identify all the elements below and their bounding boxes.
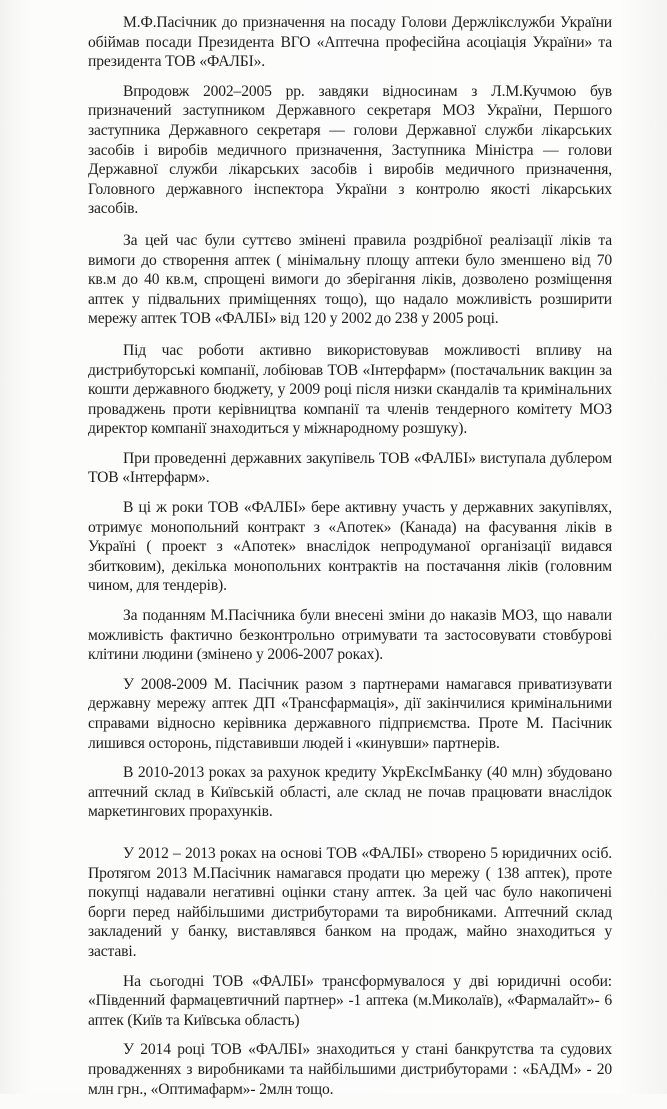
paragraph-pharmacy-rules-changed: За цей час були суттєво змінені правила роздрібної реалізації ліків та вимоги до створення аптек ( мінімальну площу аптеки було зменшено від 70 кв.м до 40 кв.м, спрощені вимоги до зберігання ліків, дозволено розміщення аптек у підвальних приміщеннях тощо), що надало можливість розширити мережу аптек ТОВ «ФАЛБІ» від 120 у 2002 до 238 у 2005 році. <box>88 231 612 328</box>
paragraph-state-procurement: При проведенні державних закупівель ТОВ «ФАЛБІ» виступала дублером ТОВ «Інтерфарм». <box>88 449 612 487</box>
paragraph-2014-bankruptcy: У 2014 році ТОВ «ФАЛБІ» знаходиться у стані банкрутства та судових провадженнях з виробниками та найбільшими дистрибуторами : «БАДМ» - 20 млн грн., «Оптимафарм»- 2млн тощо. <box>88 1041 612 1098</box>
paragraph-2012-2013-legal-entities: У 2012 – 2013 роках на основі ТОВ «ФАЛБІ» створено 5 юридичних осіб. Протягом 2013 М.Пасічник намагався продати цю мережу ( 138 аптек), проте покупці надавали негативні оцінки стану аптек. За цей час було накопичені борги перед найбільшими дистрибуторами та виробниками. Аптечний склад закладений у банку, виставлявся банком на продаж, майно знаходиться у заставі. <box>88 844 612 960</box>
paragraph-2002-2005-appointments: Впродовж 2002–2005 рр. завдяки відносинам з Л.М.Кучмою був призначений заступником Державного секретаря МОЗ України, Першого заступника Державного секретаря — голови Державної служби лікарських засобів і виробів медичного призначення, Заступника Міністра — голови Державної служби лікарських засобів і виробів медичного призначення, Головного державного інспектора України з контролю якості лікарських засобів. <box>88 82 612 218</box>
paragraph-lobbying-interfarm: Під час роботи активно використовував можливості впливу на дистрибуторські компанії, лобіював ТОВ «Інтерфарм» (постачальник вакцин за кошти державного бюджету, у 2009 році після низки скандалів та кримінальних проваджень проти керівництва компанії та членів тендерного комітету МОЗ директор компанії знаходиться у міжнародному розшуку). <box>88 341 612 438</box>
paragraph-transformation: На сьогодні ТОВ «ФАЛБІ» трансформувалося у дві юридичні особи: «Південний фармацевтичний партнер» -1 аптека (м.Миколаїв), «Фармалайт»- 6 аптек (Київ та Київська область) <box>88 972 612 1029</box>
paragraph-transfarmatsiya: У 2008-2009 М. Пасічник разом з партнерами намагався приватизувати державну мережу аптек ДП «Трансфармація», дії закінчилися кримінальними справами відносно керівника державного підприємства. Проте М. Пасічник лишився осторонь, підставивши людей і «кинувши» партнерів. <box>88 675 612 752</box>
paragraph-intro-positions: М.Ф.Пасічник до призначення на посаду Голови Держлікслужби України обіймав посади Президента ВГО «Аптечна професійна асоціація України» та президента ТОВ «ФАЛБІ». <box>88 14 612 71</box>
paragraph-apotex-contract: В ці ж роки ТОВ «ФАЛБІ» бере активну участь у державних закупівлях, отримує монопольний контракт з «Апотек» (Канада) на фасування ліків в Україні ( проект з «Апотек» внаслідок непродуманої організації видався збитковим), декілька монопольних контрактів на постачання ліків (головним чином, для тендерів). <box>88 499 612 595</box>
document-body <box>88 13 612 1109</box>
paragraph-stem-cells: За поданням М.Пасічника були внесені зміни до наказів МОЗ, що навали можливість фактично безконтрольно отримувати та застосовувати стовбурові клітини людини (змінено у 2006-2007 роках). <box>88 607 612 664</box>
paragraph-warehouse-credit: В 2010-2013 роках за рахунок кредиту УкрЕксІмБанку (40 млн) збудовано аптечний склад в Київській області, але склад не почав працювати внаслідок маркетингових прорахунків. <box>88 764 612 821</box>
